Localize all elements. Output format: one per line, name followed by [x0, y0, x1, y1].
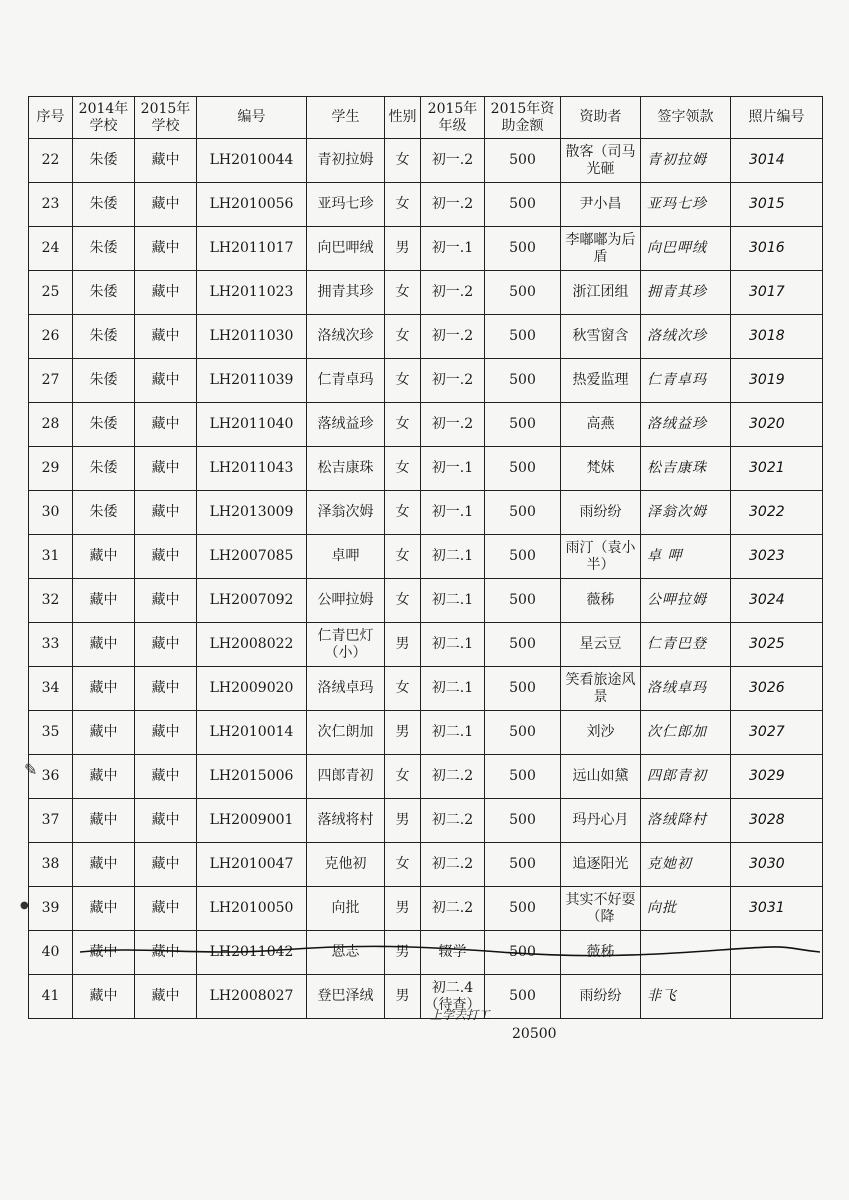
- row-signature: 非飞: [641, 975, 731, 1019]
- row-school-2014: 藏中: [73, 667, 135, 711]
- row-gender: 女: [385, 667, 421, 711]
- row-signature: 拥青其珍: [641, 271, 731, 315]
- row-school-2015: 藏中: [135, 931, 197, 975]
- row-sponsor: 尹小昌: [561, 183, 641, 227]
- row-amount: 500: [485, 843, 561, 887]
- row-school-2015: 藏中: [135, 623, 197, 667]
- row-school-2014: 藏中: [73, 755, 135, 799]
- row-signature: 亚玛七珍: [641, 183, 731, 227]
- row-photo-no: 3023: [731, 535, 823, 579]
- header-photo-no: 照片编号: [731, 97, 823, 139]
- table-row: [29, 579, 823, 623]
- row-signature: [641, 931, 731, 975]
- row-school-2014: 藏中: [73, 799, 135, 843]
- row-school-2014: 朱倭: [73, 403, 135, 447]
- row-sponsor: 李嘟嘟为后盾: [561, 227, 641, 271]
- table-header-row: [29, 97, 823, 139]
- row-sponsor: 星云豆: [561, 623, 641, 667]
- row-school-2015: 藏中: [135, 227, 197, 271]
- row-id: LH2011040: [197, 403, 307, 447]
- row-id: LH2011039: [197, 359, 307, 403]
- row-student: 仁青巴灯（小）: [307, 623, 385, 667]
- row-school-2014: 藏中: [73, 535, 135, 579]
- row-photo-no: 3027: [731, 711, 823, 755]
- table-row: [29, 447, 823, 491]
- row-no: 25: [29, 271, 73, 315]
- row-sponsor: 玛丹心月: [561, 799, 641, 843]
- row-sponsor: 浙江团组: [561, 271, 641, 315]
- row-signature: 青初拉姆: [641, 139, 731, 183]
- row-id: LH2007085: [197, 535, 307, 579]
- row-student: 洛绒次珍: [307, 315, 385, 359]
- row-no: 22: [29, 139, 73, 183]
- row-id: LH2011017: [197, 227, 307, 271]
- row-no: 35: [29, 711, 73, 755]
- row-amount: 500: [485, 579, 561, 623]
- row-id: LH2010044: [197, 139, 307, 183]
- row-gender: 女: [385, 359, 421, 403]
- row-grade: 初二.2: [421, 755, 485, 799]
- table-row: [29, 887, 823, 931]
- row-school-2015: 藏中: [135, 799, 197, 843]
- row-school-2015: 藏中: [135, 535, 197, 579]
- row-signature: 四郎青初: [641, 755, 731, 799]
- table-row: [29, 271, 823, 315]
- row-grade: 初一.1: [421, 227, 485, 271]
- row-student: 四郎青初: [307, 755, 385, 799]
- row-amount: 500: [485, 271, 561, 315]
- row-grade: 初一.2: [421, 315, 485, 359]
- row-grade: 初二.4（待查）: [421, 975, 485, 1019]
- handwritten-note: 上学去打工: [430, 1008, 491, 1022]
- row-student: 拥青其珍: [307, 271, 385, 315]
- row-id: LH2010014: [197, 711, 307, 755]
- row-student: 落绒将村: [307, 799, 385, 843]
- row-no: 26: [29, 315, 73, 359]
- row-school-2014: 朱倭: [73, 227, 135, 271]
- row-no: 28: [29, 403, 73, 447]
- row-amount: 500: [485, 359, 561, 403]
- row-id: LH2010056: [197, 183, 307, 227]
- row-grade: 初一.1: [421, 491, 485, 535]
- row-photo-no: 3031: [731, 887, 823, 931]
- row-photo-no: 3015: [731, 183, 823, 227]
- row-photo-no: 3024: [731, 579, 823, 623]
- header-grade-2015: 2015年年级: [421, 97, 485, 139]
- row-school-2014: 藏中: [73, 843, 135, 887]
- row-student: 亚玛七珍: [307, 183, 385, 227]
- table-row: [29, 535, 823, 579]
- table-row: [29, 227, 823, 271]
- row-student: 仁青卓玛: [307, 359, 385, 403]
- row-sponsor: 高燕: [561, 403, 641, 447]
- row-gender: 男: [385, 623, 421, 667]
- row-school-2014: 藏中: [73, 931, 135, 975]
- row-id: LH2008027: [197, 975, 307, 1019]
- row-amount: 500: [485, 535, 561, 579]
- header-student: 学生: [307, 97, 385, 139]
- row-gender: 男: [385, 887, 421, 931]
- row-id: LH2011042: [197, 931, 307, 975]
- row-sponsor: 热爱监理: [561, 359, 641, 403]
- row-sponsor: 笑看旅途风景: [561, 667, 641, 711]
- row-gender: 男: [385, 931, 421, 975]
- row-student: 青初拉姆: [307, 139, 385, 183]
- row-no: 36: [29, 755, 73, 799]
- row-amount: 500: [485, 183, 561, 227]
- row-student: 落绒益珍: [307, 403, 385, 447]
- pen-mark-icon: ✎: [24, 760, 38, 779]
- row-photo-no: 3016: [731, 227, 823, 271]
- table-row: [29, 139, 823, 183]
- row-school-2015: 藏中: [135, 711, 197, 755]
- row-school-2015: 藏中: [135, 667, 197, 711]
- row-school-2014: 朱倭: [73, 183, 135, 227]
- row-sponsor: 其实不好耍（降: [561, 887, 641, 931]
- row-sponsor: 薇秭: [561, 579, 641, 623]
- row-amount: 500: [485, 667, 561, 711]
- row-photo-no: 3020: [731, 403, 823, 447]
- row-photo-no: 3017: [731, 271, 823, 315]
- row-no: 38: [29, 843, 73, 887]
- row-grade: 初一.2: [421, 271, 485, 315]
- row-student: 洛绒卓玛: [307, 667, 385, 711]
- row-grade: 初一.2: [421, 183, 485, 227]
- table-row: [29, 183, 823, 227]
- row-amount: 500: [485, 887, 561, 931]
- row-school-2015: 藏中: [135, 755, 197, 799]
- row-grade: 初一.2: [421, 139, 485, 183]
- row-photo-no: 3029: [731, 755, 823, 799]
- row-photo-no: [731, 975, 823, 1019]
- row-no: 29: [29, 447, 73, 491]
- row-sponsor: 雨汀（袁小半）: [561, 535, 641, 579]
- row-grade: 初二.1: [421, 579, 485, 623]
- header-gender: 性别: [385, 97, 421, 139]
- row-student: 登巴泽绒: [307, 975, 385, 1019]
- row-no: 27: [29, 359, 73, 403]
- row-id: LH2011043: [197, 447, 307, 491]
- row-grade: 初二.1: [421, 711, 485, 755]
- row-id: LH2007092: [197, 579, 307, 623]
- row-school-2014: 朱倭: [73, 139, 135, 183]
- row-school-2015: 藏中: [135, 315, 197, 359]
- row-amount: 500: [485, 491, 561, 535]
- table-row: [29, 799, 823, 843]
- sponsorship-table: [28, 96, 823, 1019]
- row-school-2014: 朱倭: [73, 359, 135, 403]
- row-amount: 500: [485, 315, 561, 359]
- row-school-2014: 藏中: [73, 579, 135, 623]
- row-signature: 克她初: [641, 843, 731, 887]
- row-no: 33: [29, 623, 73, 667]
- row-sponsor: 梵妹: [561, 447, 641, 491]
- row-signature: 泽翁次姆: [641, 491, 731, 535]
- row-sponsor: 薇秭: [561, 931, 641, 975]
- row-id: LH2008022: [197, 623, 307, 667]
- table-row: [29, 491, 823, 535]
- row-amount: 500: [485, 711, 561, 755]
- row-no: 31: [29, 535, 73, 579]
- row-signature: 洛绒卓玛: [641, 667, 731, 711]
- row-sponsor: 追逐阳光: [561, 843, 641, 887]
- row-photo-no: 3022: [731, 491, 823, 535]
- row-grade: 辍学: [421, 931, 485, 975]
- row-grade: 初一.2: [421, 359, 485, 403]
- row-no: 41: [29, 975, 73, 1019]
- row-no: 39: [29, 887, 73, 931]
- row-school-2014: 藏中: [73, 887, 135, 931]
- row-signature: 卓 呷: [641, 535, 731, 579]
- row-photo-no: 3026: [731, 667, 823, 711]
- row-school-2015: 藏中: [135, 887, 197, 931]
- row-gender: 女: [385, 183, 421, 227]
- row-student: 克他初: [307, 843, 385, 887]
- row-school-2015: 藏中: [135, 359, 197, 403]
- row-school-2015: 藏中: [135, 447, 197, 491]
- row-school-2015: 藏中: [135, 491, 197, 535]
- table-row: [29, 359, 823, 403]
- row-signature: 次仁郎加: [641, 711, 731, 755]
- row-amount: 500: [485, 799, 561, 843]
- row-id: LH2009001: [197, 799, 307, 843]
- row-student: 向巴呷绒: [307, 227, 385, 271]
- row-amount: 500: [485, 447, 561, 491]
- row-signature: 仁青巴登: [641, 623, 731, 667]
- row-photo-no: 3018: [731, 315, 823, 359]
- row-no: 24: [29, 227, 73, 271]
- table-row: [29, 403, 823, 447]
- row-grade: 初二.1: [421, 667, 485, 711]
- row-school-2015: 藏中: [135, 183, 197, 227]
- row-student: 泽翁次姆: [307, 491, 385, 535]
- row-no: 40: [29, 931, 73, 975]
- table-row: [29, 711, 823, 755]
- row-photo-no: [731, 931, 823, 975]
- row-gender: 男: [385, 711, 421, 755]
- row-student: 次仁朗加: [307, 711, 385, 755]
- row-student: 松吉康珠: [307, 447, 385, 491]
- header-school-2014: 2014年学校: [73, 97, 135, 139]
- row-school-2014: 朱倭: [73, 447, 135, 491]
- header-amount-2015: 2015年资助金额: [485, 97, 561, 139]
- row-photo-no: 3030: [731, 843, 823, 887]
- row-student: 向批: [307, 887, 385, 931]
- row-amount: 500: [485, 403, 561, 447]
- row-photo-no: 3014: [731, 139, 823, 183]
- table-row: [29, 755, 823, 799]
- row-no: 32: [29, 579, 73, 623]
- row-signature: 公呷拉姆: [641, 579, 731, 623]
- row-id: LH2011030: [197, 315, 307, 359]
- row-signature: 洛绒降村: [641, 799, 731, 843]
- header-signature: 签字领款: [641, 97, 731, 139]
- header-id: 编号: [197, 97, 307, 139]
- row-school-2014: 藏中: [73, 623, 135, 667]
- row-photo-no: 3025: [731, 623, 823, 667]
- row-student: 恩志: [307, 931, 385, 975]
- row-gender: 男: [385, 227, 421, 271]
- row-gender: 男: [385, 799, 421, 843]
- table-row: [29, 931, 823, 975]
- total-amount: 20500: [512, 1026, 557, 1042]
- row-school-2014: 藏中: [73, 975, 135, 1019]
- row-student: 公呷拉姆: [307, 579, 385, 623]
- row-grade: 初一.2: [421, 403, 485, 447]
- row-amount: 500: [485, 931, 561, 975]
- table-row: [29, 975, 823, 1019]
- header-school-2015: 2015年学校: [135, 97, 197, 139]
- row-sponsor: 刘沙: [561, 711, 641, 755]
- row-amount: 500: [485, 139, 561, 183]
- row-grade: 初二.2: [421, 887, 485, 931]
- row-photo-no: 3021: [731, 447, 823, 491]
- row-school-2014: 朱倭: [73, 315, 135, 359]
- row-gender: 女: [385, 491, 421, 535]
- row-gender: 女: [385, 447, 421, 491]
- row-school-2015: 藏中: [135, 271, 197, 315]
- row-id: LH2015006: [197, 755, 307, 799]
- row-grade: 初二.1: [421, 623, 485, 667]
- row-school-2015: 藏中: [135, 403, 197, 447]
- row-sponsor: 秋雪窗含: [561, 315, 641, 359]
- row-amount: 500: [485, 227, 561, 271]
- row-signature: 向巴呷绒: [641, 227, 731, 271]
- row-id: LH2013009: [197, 491, 307, 535]
- row-school-2015: 藏中: [135, 579, 197, 623]
- row-gender: 女: [385, 535, 421, 579]
- row-gender: 女: [385, 403, 421, 447]
- row-amount: 500: [485, 623, 561, 667]
- row-sponsor: 雨纷纷: [561, 975, 641, 1019]
- row-signature: 洛绒次珍: [641, 315, 731, 359]
- row-grade: 初二.1: [421, 535, 485, 579]
- table-row: [29, 667, 823, 711]
- row-id: LH2010047: [197, 843, 307, 887]
- table-row: [29, 315, 823, 359]
- row-photo-no: 3028: [731, 799, 823, 843]
- row-gender: 女: [385, 843, 421, 887]
- row-no: 37: [29, 799, 73, 843]
- row-photo-no: 3019: [731, 359, 823, 403]
- row-no: 23: [29, 183, 73, 227]
- row-amount: 500: [485, 755, 561, 799]
- row-signature: 洛绒益珍: [641, 403, 731, 447]
- row-amount: 500: [485, 975, 561, 1019]
- row-gender: 女: [385, 315, 421, 359]
- row-school-2015: 藏中: [135, 843, 197, 887]
- row-sponsor: 远山如黛: [561, 755, 641, 799]
- ink-blot-icon: ●: [20, 900, 29, 911]
- row-school-2014: 朱倭: [73, 491, 135, 535]
- row-id: LH2010050: [197, 887, 307, 931]
- row-grade: 初二.2: [421, 799, 485, 843]
- table-row: [29, 843, 823, 887]
- header-no: 序号: [29, 97, 73, 139]
- row-school-2014: 朱倭: [73, 271, 135, 315]
- row-gender: 男: [385, 975, 421, 1019]
- row-signature: 向批: [641, 887, 731, 931]
- row-sponsor: 雨纷纷: [561, 491, 641, 535]
- row-grade: 初二.2: [421, 843, 485, 887]
- row-gender: 女: [385, 579, 421, 623]
- row-school-2015: 藏中: [135, 139, 197, 183]
- row-gender: 女: [385, 139, 421, 183]
- row-sponsor: 散客（司马光砸: [561, 139, 641, 183]
- row-student: 卓呷: [307, 535, 385, 579]
- table-row: [29, 623, 823, 667]
- row-school-2014: 藏中: [73, 711, 135, 755]
- row-id: LH2009020: [197, 667, 307, 711]
- header-sponsor: 资助者: [561, 97, 641, 139]
- row-gender: 女: [385, 755, 421, 799]
- row-signature: 松吉康珠: [641, 447, 731, 491]
- row-id: LH2011023: [197, 271, 307, 315]
- row-grade: 初一.1: [421, 447, 485, 491]
- row-school-2015: 藏中: [135, 975, 197, 1019]
- row-gender: 女: [385, 271, 421, 315]
- row-signature: 仁青卓玛: [641, 359, 731, 403]
- row-no: 30: [29, 491, 73, 535]
- row-no: 34: [29, 667, 73, 711]
